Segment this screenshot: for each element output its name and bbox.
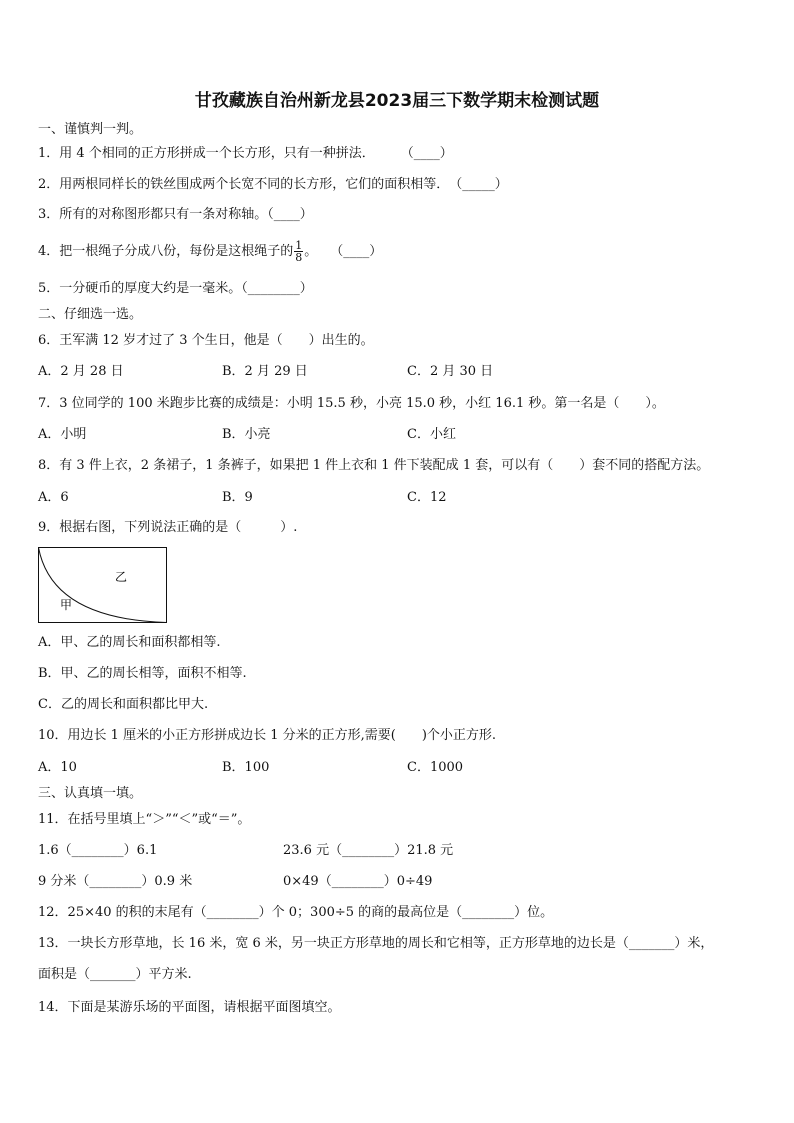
question-10-option-a: A．10 xyxy=(38,760,77,775)
question-8-option-b: B．9 xyxy=(222,490,253,505)
rectangle-curve-figure xyxy=(38,547,168,624)
question-6-option-a: A．2 月 28 日 xyxy=(38,364,124,379)
section-heading-fill: 三、认真填一填。 xyxy=(38,786,143,801)
question-2: 2．用两根同样长的铁丝围成两个长宽不同的长方形，它们的面积相等． （_____） xyxy=(38,177,508,192)
question-9-option-c: C．乙的周长和面积都比甲大. xyxy=(38,697,209,712)
question-11-item-2: 23.6 元（________）21.8 元 xyxy=(283,843,454,858)
question-7-option-a: A．小明 xyxy=(38,427,87,442)
question-11-item-1: 1.6（________）6.1 xyxy=(38,843,158,858)
question-5: 5．一分硬币的厚度大约是一毫米。（________） xyxy=(38,281,313,296)
figure-curve xyxy=(39,548,167,623)
question-10-option-c: C．1000 xyxy=(407,760,464,775)
question-7-option-c: C．小红 xyxy=(407,427,456,442)
question-3: 3．所有的对称图形都只有一条对称轴。（____） xyxy=(38,207,313,222)
question-9-option-b: B．甲、乙的周长相等，面积不相等. xyxy=(38,666,247,681)
page-title: 甘孜藏族自治州新龙县2023届三下数学期末检测试题 xyxy=(194,91,600,111)
question-8-option-c: C．12 xyxy=(407,490,447,505)
question-12: 12．25×40 的积的末尾有（________）个 0；300÷5 的商的最高位是（________）位。 xyxy=(38,905,554,920)
question-10-option-b: B．100 xyxy=(222,760,270,775)
question-7: 7．3 位同学的 100 米跑步比赛的成绩是：小明 15.5 秒，小亮 15.0 秒，小红 16.1 秒。第一名是（ ）。 xyxy=(38,396,665,411)
question-7-option-b: B．小亮 xyxy=(222,427,271,442)
question-13-line-1: 13．一块长方形草地，长 16 米，宽 6 米，另一块正方形草地的周长和它相等，正方形草地的边长是（_______）米， xyxy=(38,936,714,951)
section-heading-judge: 一、谨慎判一判。 xyxy=(38,122,143,137)
figure-rectangle xyxy=(39,548,167,623)
question-11: 11．在括号里填上“＞”“＜”或“＝”。 xyxy=(38,812,251,827)
label-jia: 甲 xyxy=(60,598,73,612)
question-4 xyxy=(38,240,382,263)
fraction-numerator: 1 xyxy=(295,239,303,252)
question-6-option-b: B．2 月 29 日 xyxy=(222,364,308,379)
label-yi: 乙 xyxy=(115,570,128,584)
question-14: 14．下面是某游乐场的平面图，请根据平面图填空。 xyxy=(38,1000,341,1015)
question-1: 1．用 4 个相同的正方形拼成一个长方形，只有一种拼法． （____） xyxy=(38,146,453,161)
question-11-item-4: 0×49（________）0÷49 xyxy=(283,874,433,889)
question-10: 10．用边长 1 厘米的小正方形拼成边长 1 分米的正方形,需要( )个小正方形. xyxy=(38,728,497,743)
question-6-option-c: C．2 月 30 日 xyxy=(407,364,494,379)
fraction xyxy=(294,240,303,263)
fraction-denominator: 8 xyxy=(295,251,303,264)
question-9: 9．根据右图，下列说法正确的是（ ）. xyxy=(38,520,298,535)
question-6: 6．王军满 12 岁才过了 3 个生日，他是（ ）出生的。 xyxy=(38,333,374,348)
question-8-option-a: A．6 xyxy=(38,490,69,505)
question-9-option-a: A．甲、乙的周长和面积都相等. xyxy=(38,635,221,650)
question-4-blank: 。 （____） xyxy=(304,244,383,259)
question-8: 8．有 3 件上衣，2 条裙子，1 条裤子，如果把 1 件上衣和 1 件下装配成 1 套，可以有（ ）套不同的搭配方法。 xyxy=(38,458,710,473)
question-11-item-3: 9 分米（________）0.9 米 xyxy=(38,874,193,889)
question-4-text: 4．把一根绳子分成八份，每份是这根绳子的 xyxy=(38,244,294,259)
section-heading-choose: 二、仔细选一选。 xyxy=(38,307,143,322)
question-13-line-2: 面积是（_______）平方米. xyxy=(38,967,192,982)
